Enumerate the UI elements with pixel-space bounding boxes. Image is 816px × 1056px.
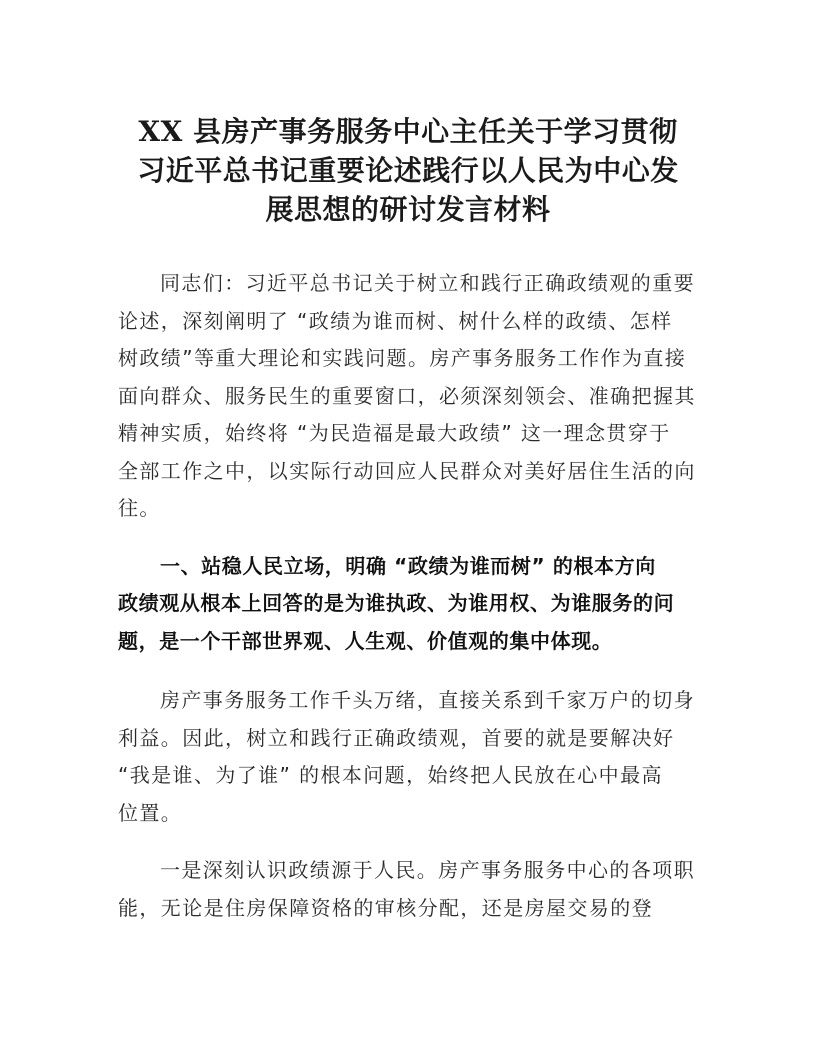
title-line: XX 县房产事务服务中心主任关于学习贯彻 — [138, 115, 678, 148]
text-line: 论述，深刻阐明了 “政绩为谁而树、树什么样的政绩、怎样 — [118, 308, 673, 333]
title-line: 习近平总书记重要论述践行以人民为中心发 — [137, 154, 679, 187]
text-line: 一是深刻认识政绩源于人民。房产事务服务中心的各项职 — [160, 858, 695, 882]
document-title — [118, 112, 698, 229]
text-line: 同志们：习近平总书记关于树立和践行正确政绩观的重要 — [160, 271, 695, 295]
text-line: 精神实质，始终将 “为民造福是最大政绩” 这一理念贯穿于 — [118, 421, 671, 445]
intro-paragraph — [118, 265, 698, 528]
text-line: 一、站稳人民立场，明确 “政绩为谁而树” 的根本方向 — [160, 553, 656, 578]
text-line: 政绩观从根本上回答的是为谁执政、为谁用权、为谁服务的问 — [118, 591, 675, 615]
text-line: 往。 — [118, 496, 161, 520]
body-paragraph — [118, 852, 698, 927]
text-line: 房产事务服务工作千头万绪，直接关系到千家万户的切身 — [160, 688, 695, 712]
title-line: 展思想的研讨发言材料 — [265, 193, 551, 226]
text-line: “我是谁、为了谁” 的根本问题，始终把人民放在心中最高 — [118, 763, 663, 787]
text-line: 树政绩”等重大理论和实践问题。房产事务服务工作作为直接 — [118, 346, 687, 370]
text-line: 位置。 — [118, 800, 183, 825]
text-line: 题，是一个干部世界观、人生观、价值观的集中体现。 — [118, 628, 613, 653]
text-line: 面向群众、服务民生的重要窗口，必须深刻领会、准确把握其 — [118, 383, 696, 408]
text-line: 利益。因此，树立和践行正确政绩观，首要的就是要解决好 — [118, 725, 675, 750]
section-heading-paragraph — [118, 548, 698, 661]
body-paragraph — [118, 682, 698, 832]
document-page — [118, 112, 698, 927]
text-line: 能，无论是住房保障资格的审核分配，还是房屋交易的登 — [118, 895, 653, 920]
text-line: 全部工作之中，以实际行动回应人民群众对美好居住生活的向 — [118, 458, 696, 483]
